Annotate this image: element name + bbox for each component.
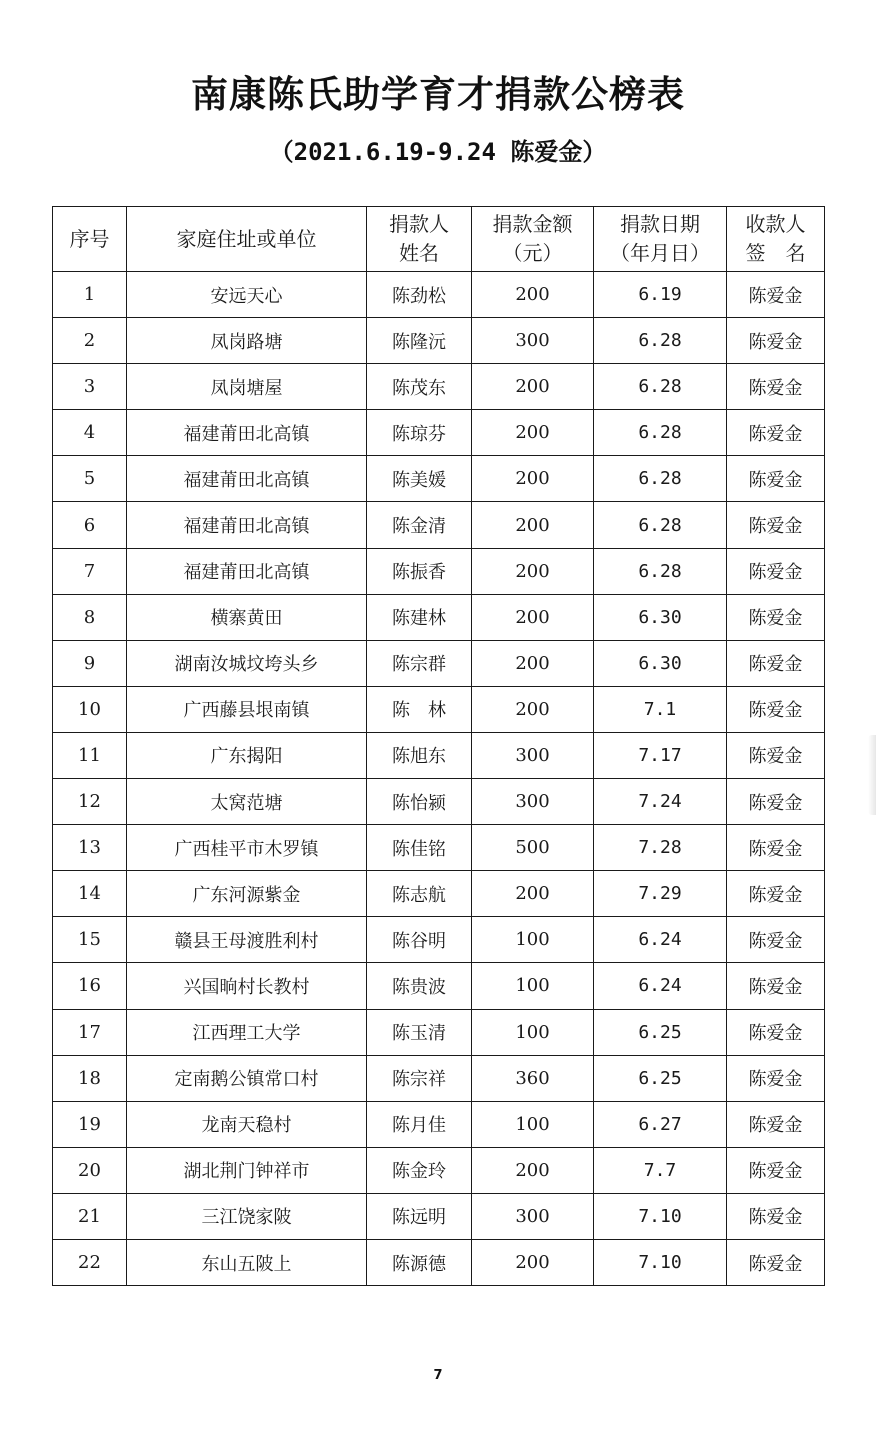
table-header [53,207,825,272]
cell-recipient-signature: 陈爱金 [727,1147,825,1193]
cell-donor-name: 陈月佳 [367,1101,472,1147]
cell-address: 兴国晌村长教村 [127,963,367,1009]
header-amount [472,207,594,272]
cell-address: 横寨黄田 [127,594,367,640]
cell-recipient-signature: 陈爱金 [727,318,825,364]
cell-address: 福建莆田北高镇 [127,456,367,502]
table-row [53,502,825,548]
table-row [53,318,825,364]
cell-donor-name: 陈隆沅 [367,318,472,364]
header-amount-line2: （元） [502,241,563,265]
cell-recipient-signature: 陈爱金 [727,1193,825,1239]
header-recipient-line1: 收款人 [745,212,806,236]
cell-recipient-signature: 陈爱金 [727,456,825,502]
cell-index: 13 [53,825,127,871]
table-row [53,272,825,318]
cell-donor-name: 陈美媛 [367,456,472,502]
table-row [53,963,825,1009]
cell-address: 东山五陂上 [127,1239,367,1285]
cell-donor-name: 陈琼芬 [367,410,472,456]
cell-amount: 200 [472,1239,594,1285]
cell-amount: 300 [472,779,594,825]
table-row [53,871,825,917]
cell-address: 凤岗路塘 [127,318,367,364]
cell-donor-name: 陈贵波 [367,963,472,1009]
cell-amount: 300 [472,318,594,364]
header-date-line2: （年月日） [610,241,710,265]
cell-donor-name: 陈怡颍 [367,779,472,825]
cell-address: 赣县王母渡胜利村 [127,917,367,963]
cell-address: 福建莆田北高镇 [127,548,367,594]
cell-index: 8 [53,594,127,640]
cell-amount: 200 [472,640,594,686]
cell-date: 6.30 [594,640,727,686]
cell-index: 10 [53,686,127,732]
cell-amount: 200 [472,456,594,502]
cell-recipient-signature: 陈爱金 [727,410,825,456]
cell-donor-name: 陈宗祥 [367,1055,472,1101]
cell-index: 18 [53,1055,127,1101]
cell-date: 6.24 [594,963,727,1009]
cell-address: 凤岗塘屋 [127,364,367,410]
cell-address: 福建莆田北高镇 [127,502,367,548]
cell-donor-name: 陈源德 [367,1239,472,1285]
cell-index: 5 [53,456,127,502]
cell-index: 9 [53,640,127,686]
cell-index: 16 [53,963,127,1009]
cell-recipient-signature: 陈爱金 [727,1055,825,1101]
cell-date: 7.17 [594,732,727,778]
donation-table [52,206,825,1286]
cell-donor-name: 陈金玲 [367,1147,472,1193]
table-row [53,594,825,640]
cell-donor-name: 陈远明 [367,1193,472,1239]
table-row [53,1193,825,1239]
cell-date: 6.28 [594,502,727,548]
header-donor [367,207,472,272]
cell-amount: 200 [472,502,594,548]
cell-index: 19 [53,1101,127,1147]
cell-recipient-signature: 陈爱金 [727,548,825,594]
cell-address: 三江饶家陂 [127,1193,367,1239]
header-recipient [727,207,825,272]
cell-index: 20 [53,1147,127,1193]
cell-donor-name: 陈金清 [367,502,472,548]
cell-amount: 200 [472,548,594,594]
cell-address: 广东揭阳 [127,732,367,778]
cell-address: 定南鹅公镇常口村 [127,1055,367,1101]
cell-index: 21 [53,1193,127,1239]
cell-recipient-signature: 陈爱金 [727,917,825,963]
cell-index: 14 [53,871,127,917]
cell-recipient-signature: 陈爱金 [727,640,825,686]
document-subtitle: （2021.6.19-9.24 陈爱金） [269,138,607,166]
header-amount-line1: 捐款金额 [492,212,573,236]
cell-recipient-signature: 陈爱金 [727,825,825,871]
cell-donor-name: 陈玉清 [367,1009,472,1055]
cell-donor-name: 陈建林 [367,594,472,640]
header-donor-line2: 姓名 [399,241,439,265]
cell-amount: 100 [472,917,594,963]
cell-date: 7.24 [594,779,727,825]
cell-index: 4 [53,410,127,456]
cell-index: 12 [53,779,127,825]
cell-date: 6.25 [594,1055,727,1101]
cell-donor-name: 陈佳铭 [367,825,472,871]
header-row [53,207,825,272]
cell-address: 龙南天稳村 [127,1101,367,1147]
cell-index: 11 [53,732,127,778]
cell-recipient-signature: 陈爱金 [727,1239,825,1285]
table-row [53,825,825,871]
cell-donor-name: 陈 林 [367,686,472,732]
cell-date: 7.28 [594,825,727,871]
table-row [53,1147,825,1193]
table-row [53,640,825,686]
cell-address: 湖北荆门钟祥市 [127,1147,367,1193]
cell-amount: 500 [472,825,594,871]
cell-date: 6.19 [594,272,727,318]
cell-index: 17 [53,1009,127,1055]
table-row [53,1055,825,1101]
table-row [53,779,825,825]
cell-amount: 200 [472,364,594,410]
page-edge-shadow [868,735,876,815]
table-row [53,1009,825,1055]
header-recipient-line2: 签 名 [745,241,806,265]
cell-address: 湖南汝城坟垮头乡 [127,640,367,686]
cell-recipient-signature: 陈爱金 [727,732,825,778]
document-title: 南康陈氏助学育才捐款公榜表 [191,73,685,116]
table-row [53,1239,825,1285]
cell-recipient-signature: 陈爱金 [727,272,825,318]
cell-date: 7.29 [594,871,727,917]
cell-date: 6.30 [594,594,727,640]
cell-donor-name: 陈宗群 [367,640,472,686]
cell-address: 江西理工大学 [127,1009,367,1055]
table-body [53,272,825,1286]
cell-date: 6.28 [594,456,727,502]
cell-recipient-signature: 陈爱金 [727,1009,825,1055]
cell-address: 安远天心 [127,272,367,318]
header-date [594,207,727,272]
cell-date: 6.28 [594,410,727,456]
cell-date: 6.28 [594,548,727,594]
page-number: 7 [433,1368,443,1383]
cell-amount: 200 [472,686,594,732]
cell-amount: 200 [472,272,594,318]
cell-address: 太窝范塘 [127,779,367,825]
cell-amount: 100 [472,1101,594,1147]
cell-index: 7 [53,548,127,594]
cell-date: 6.28 [594,318,727,364]
cell-amount: 200 [472,871,594,917]
cell-date: 6.27 [594,1101,727,1147]
cell-amount: 300 [472,732,594,778]
table-row [53,917,825,963]
cell-address: 福建莆田北高镇 [127,410,367,456]
header-date-line1: 捐款日期 [620,212,700,236]
cell-date: 6.25 [594,1009,727,1055]
cell-recipient-signature: 陈爱金 [727,871,825,917]
header-index: 序号 [53,207,127,272]
table-row [53,364,825,410]
cell-amount: 100 [472,963,594,1009]
cell-amount: 300 [472,1193,594,1239]
cell-recipient-signature: 陈爱金 [727,502,825,548]
cell-recipient-signature: 陈爱金 [727,1101,825,1147]
cell-amount: 200 [472,1147,594,1193]
cell-date: 7.10 [594,1193,727,1239]
cell-index: 3 [53,364,127,410]
cell-date: 6.24 [594,917,727,963]
table-row [53,548,825,594]
table-row [53,456,825,502]
cell-address: 广西桂平市木罗镇 [127,825,367,871]
cell-recipient-signature: 陈爱金 [727,364,825,410]
cell-date: 6.28 [594,364,727,410]
cell-amount: 360 [472,1055,594,1101]
cell-amount: 100 [472,1009,594,1055]
cell-index: 1 [53,272,127,318]
cell-address: 广东河源紫金 [127,871,367,917]
header-donor-line1: 捐款人 [389,212,449,236]
cell-donor-name: 陈茂东 [367,364,472,410]
cell-amount: 200 [472,594,594,640]
cell-recipient-signature: 陈爱金 [727,779,825,825]
cell-donor-name: 陈旭东 [367,732,472,778]
cell-recipient-signature: 陈爱金 [727,686,825,732]
cell-recipient-signature: 陈爱金 [727,594,825,640]
cell-donor-name: 陈志航 [367,871,472,917]
header-address: 家庭住址或单位 [127,207,367,272]
cell-amount: 200 [472,410,594,456]
cell-donor-name: 陈谷明 [367,917,472,963]
cell-index: 2 [53,318,127,364]
cell-donor-name: 陈劲松 [367,272,472,318]
table-row [53,410,825,456]
table-row [53,686,825,732]
cell-date: 7.10 [594,1239,727,1285]
cell-address: 广西藤县垠南镇 [127,686,367,732]
cell-index: 6 [53,502,127,548]
table-row [53,732,825,778]
cell-date: 7.7 [594,1147,727,1193]
cell-donor-name: 陈振香 [367,548,472,594]
cell-index: 15 [53,917,127,963]
table-row [53,1101,825,1147]
cell-recipient-signature: 陈爱金 [727,963,825,1009]
cell-date: 7.1 [594,686,727,732]
cell-index: 22 [53,1239,127,1285]
